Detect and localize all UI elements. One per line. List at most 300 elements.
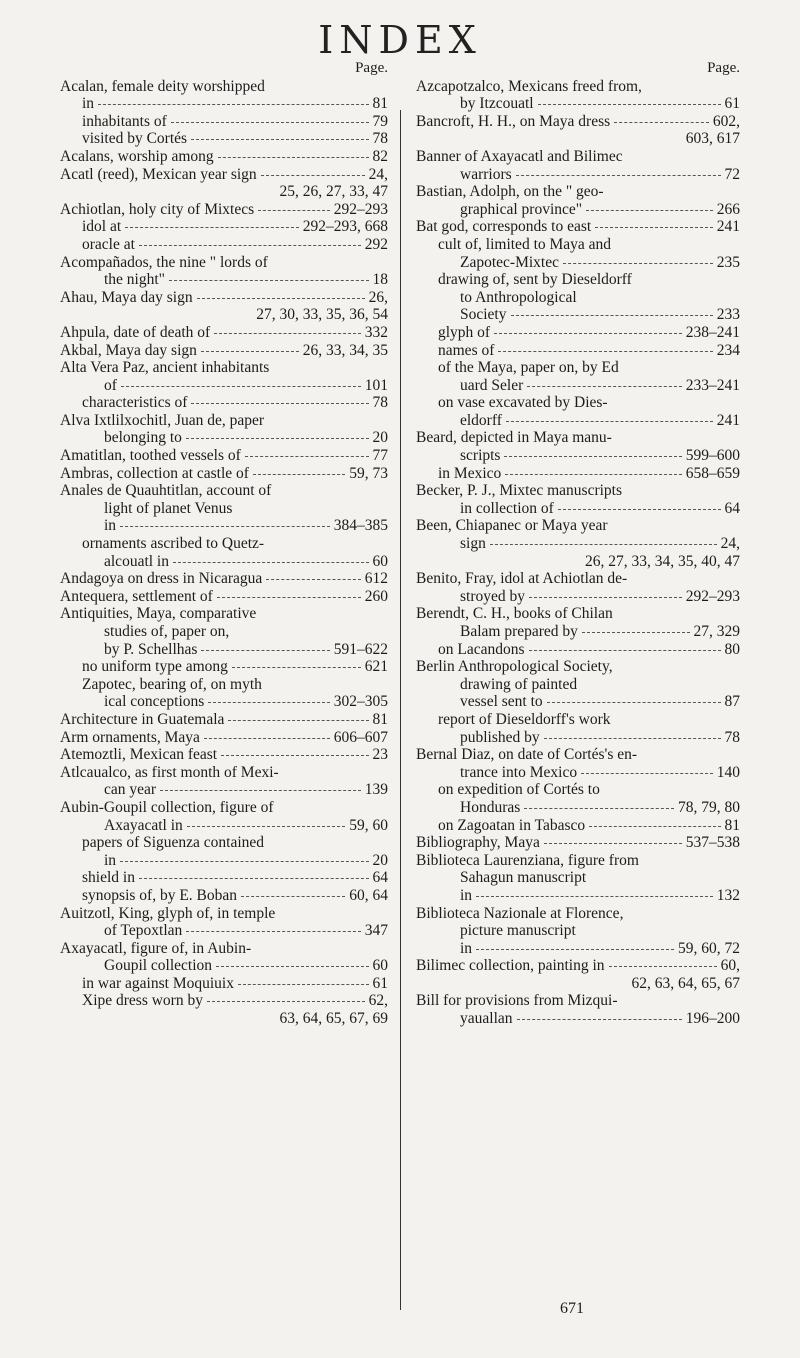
index-entry-continuation: 62, 63, 64, 65, 67: [631, 974, 740, 992]
entry-page-number: 332: [364, 323, 388, 341]
leader-dots: [505, 474, 681, 475]
leader-dots: [511, 315, 713, 316]
leader-dots: [216, 966, 368, 967]
entry-page-number: 59, 60: [349, 816, 388, 834]
entry-page-number: 612: [364, 570, 388, 588]
leader-dots: [204, 738, 330, 739]
entry-text: Bat god, corresponds to east: [416, 218, 592, 236]
index-entry: [60, 605, 388, 623]
index-entry: [60, 588, 388, 606]
index-entry: [416, 957, 740, 975]
entry-page-number: 302–305: [333, 693, 388, 711]
entry-page-number: 591–622: [333, 640, 388, 658]
page-column-heading: Page.: [355, 60, 388, 76]
index-entry: [60, 324, 388, 342]
leader-dots: [221, 755, 368, 756]
entry-page-number: 101: [364, 376, 388, 394]
entry-page-number: 24,: [368, 165, 388, 183]
entry-page-number: 292–293, 668: [302, 218, 388, 236]
index-entry: [416, 729, 740, 747]
entry-text: Amatitlan, toothed vessels of: [60, 447, 241, 465]
index-entry: [416, 342, 740, 360]
entry-text: on expedition of Cortés to: [438, 781, 600, 799]
entry-page-number: 292: [364, 235, 388, 253]
entry-text: characteristics of: [82, 394, 188, 412]
entry-text: ornaments ascribed to Quetz-: [82, 535, 265, 553]
entry-page-number: 26,: [368, 288, 388, 306]
index-entry: [416, 570, 740, 588]
entry-text: Alva Ixtlilxochitl, Juan de, paper: [60, 411, 265, 429]
entry-text: Aubin-Goupil collection, figure of: [60, 798, 274, 816]
entry-text: on vase excavated by Dies-: [438, 394, 608, 412]
leader-dots: [160, 790, 361, 791]
index-entry: [60, 905, 388, 923]
entry-page-number: 233–241: [685, 376, 740, 394]
index-entry: [416, 271, 740, 289]
entry-page-number: 24,: [720, 535, 740, 553]
leader-dots: [614, 122, 709, 123]
entry-text: Ambras, collection at castle of: [60, 464, 249, 482]
entry-text: Architecture in Guatemala: [60, 710, 225, 728]
index-entry: [60, 148, 388, 166]
index-entry: [416, 605, 740, 623]
entry-page-number: 384–385: [333, 517, 388, 535]
entry-page-number: 60: [372, 552, 388, 570]
page-number: 671: [560, 1300, 584, 1317]
entry-text: trance into Mexico: [460, 763, 578, 781]
leader-dots: [506, 421, 713, 422]
leader-dots: [214, 333, 361, 334]
entry-page-number: 62,: [368, 992, 388, 1010]
entry-text: Antiquities, Maya, comparative: [60, 605, 257, 623]
entry-text: Beard, depicted in Maya manu-: [416, 429, 612, 447]
index-entry: [416, 764, 740, 782]
entry-text: Banner of Axayacatl and Bilimec: [416, 147, 623, 165]
index-column-right: [416, 60, 740, 1028]
index-entry: [416, 394, 740, 412]
entry-page-number: 81: [724, 816, 740, 834]
leader-dots: [490, 544, 717, 545]
entry-page-number: 78: [724, 728, 740, 746]
index-entry: [416, 1010, 740, 1028]
index-entry: [416, 852, 740, 870]
leader-dots: [125, 227, 299, 228]
entry-text: Bilimec collection, painting in: [416, 957, 605, 975]
index-entry: [60, 130, 388, 148]
index-entry: [60, 535, 388, 553]
entry-page-number: 60: [372, 957, 388, 975]
entry-text: by P. Schellhas: [104, 640, 198, 658]
index-entry: [416, 817, 740, 835]
entry-text: graphical province": [460, 200, 583, 218]
index-entry: [416, 95, 740, 113]
entry-text: oracle at: [82, 235, 135, 253]
page-column-heading: Page.: [707, 60, 740, 76]
index-entry-continuation: 603, 617: [685, 130, 740, 148]
index-entry: [60, 570, 388, 588]
entry-page-number: 606–607: [333, 728, 388, 746]
entry-text: Bill for provisions from Mizqui-: [416, 992, 618, 1010]
leader-dots: [228, 720, 368, 721]
entry-text: eldorff: [460, 411, 502, 429]
leader-dots: [139, 245, 361, 246]
entry-text: can year: [104, 781, 157, 799]
entry-text: Ahau, Maya day sign: [60, 288, 193, 306]
entry-page-number: 347: [364, 922, 388, 940]
page-title: INDEX: [318, 18, 482, 62]
entry-text: Acalans, worship among: [60, 147, 214, 165]
entry-text: Goupil collection: [104, 957, 213, 975]
leader-dots: [589, 826, 720, 827]
index-entry: [416, 641, 740, 659]
entry-text: shield in: [82, 869, 135, 887]
leader-dots: [476, 896, 713, 897]
entry-text: Achiotlan, holy city of Mixtecs: [60, 200, 255, 218]
index-entry: [60, 429, 388, 447]
entry-page-number: 140: [716, 763, 740, 781]
leader-dots: [120, 526, 330, 527]
index-entry: [60, 992, 388, 1010]
leader-dots: [538, 104, 721, 105]
index-entry: [416, 588, 740, 606]
entry-page-number: 658–659: [685, 464, 740, 482]
entry-page-number: 234: [716, 341, 740, 359]
leader-dots: [494, 333, 682, 334]
leader-dots: [517, 1019, 682, 1020]
leader-dots: [187, 826, 345, 827]
entry-text: Zapotec, bearing of, on myth: [82, 675, 262, 693]
entry-page-number: 59, 73: [349, 464, 388, 482]
entry-page-number: 77: [372, 447, 388, 465]
entry-text: idol at: [82, 218, 122, 236]
entry-page-number: 78, 79, 80: [678, 798, 740, 816]
entry-text: Acatl (reed), Mexican year sign: [60, 165, 257, 183]
leader-dots: [529, 597, 682, 598]
entry-text: Axayacatl in: [104, 816, 183, 834]
entry-text: in: [104, 851, 117, 869]
index-entry: [416, 183, 740, 201]
entry-text: cult of, limited to Maya and: [438, 235, 612, 253]
entry-page-number: 621: [364, 658, 388, 676]
leader-dots: [563, 263, 713, 264]
entry-page-number: 18: [372, 271, 388, 289]
entry-page-number: 61: [724, 95, 740, 113]
index-entry: [60, 623, 388, 641]
leader-dots: [476, 949, 674, 950]
index-entry: [60, 746, 388, 764]
index-entry: [60, 922, 388, 940]
leader-dots: [547, 702, 721, 703]
entry-text: in: [82, 95, 95, 113]
entry-text: by Itzcouatl: [460, 95, 534, 113]
leader-dots: [139, 878, 369, 879]
entry-text: papers of Siguenza contained: [82, 834, 265, 852]
entry-text: inhabitants of: [82, 112, 167, 130]
entry-text: Ahpula, date of death of: [60, 323, 211, 341]
index-entry: [60, 887, 388, 905]
leader-dots: [191, 403, 368, 404]
leader-dots: [232, 667, 361, 668]
entry-text: in: [104, 517, 117, 535]
index-entry: [60, 113, 388, 131]
entry-page-number: 292–293: [333, 200, 388, 218]
index-entry: [416, 113, 740, 131]
entry-text: visited by Cortés: [82, 130, 188, 148]
index-entry-continuation: 63, 64, 65, 67, 69: [279, 1010, 388, 1028]
index-entry: [416, 535, 740, 553]
index-entry: [60, 852, 388, 870]
entry-text: Atemoztli, Mexican feast: [60, 746, 218, 764]
entry-text: Xipe dress worn by: [82, 992, 203, 1010]
index-entry: [60, 394, 388, 412]
index-entry: [60, 359, 388, 377]
index-entry: [416, 289, 740, 307]
index-entry: [60, 342, 388, 360]
entry-page-number: 20: [372, 851, 388, 869]
leader-dots: [266, 579, 360, 580]
index-entry: [60, 78, 388, 96]
entry-text: in Mexico: [438, 464, 502, 482]
entry-text: in collection of: [460, 499, 554, 517]
index-entry-continuation: 27, 30, 33, 35, 36, 54: [256, 306, 388, 324]
entry-text: to Anthropological: [460, 288, 577, 306]
entry-text: Zapotec-Mixtec: [460, 253, 559, 271]
index-entry: [416, 799, 740, 817]
index-entry: [60, 676, 388, 694]
entry-page-number: 79: [372, 112, 388, 130]
index-entry: [60, 781, 388, 799]
entry-page-number: 238–241: [685, 323, 740, 341]
entry-text: published by: [460, 728, 540, 746]
leader-dots: [586, 210, 713, 211]
entry-page-number: 64: [724, 499, 740, 517]
index-entry: [416, 482, 740, 500]
entry-text: Akbal, Maya day sign: [60, 341, 197, 359]
entry-page-number: 87: [724, 693, 740, 711]
entry-text: no uniform type among: [82, 658, 228, 676]
entry-page-number: 241: [716, 411, 740, 429]
leader-dots: [582, 632, 690, 633]
entry-page-number: 59, 60, 72: [678, 939, 740, 957]
entry-text: warriors: [460, 165, 512, 183]
index-entry: [416, 517, 740, 535]
entry-text: uard Seler: [460, 376, 524, 394]
index-entry-continuation: 25, 26, 27, 33, 47: [279, 183, 388, 201]
entry-page-number: 537–538: [685, 834, 740, 852]
index-entry: [416, 887, 740, 905]
index-entry: [416, 78, 740, 96]
leader-dots: [201, 351, 299, 352]
leader-dots: [208, 702, 329, 703]
entry-text: Acalan, female deity worshipped: [60, 77, 265, 95]
entry-text: of the Maya, paper on, by Ed: [438, 359, 619, 377]
entry-text: glyph of: [438, 323, 491, 341]
entry-page-number: 72: [724, 165, 740, 183]
entry-text: on Zagoatan in Tabasco: [438, 816, 586, 834]
leader-dots: [121, 386, 361, 387]
entry-text: Bernal Diaz, on date of Cortés's en-: [416, 746, 638, 764]
entry-text: Acompañados, the nine " lords of: [60, 253, 268, 271]
leader-dots: [261, 175, 365, 176]
index-entry: [60, 166, 388, 184]
index-entry: [60, 447, 388, 465]
index-entry: [416, 693, 740, 711]
index-entry: [60, 658, 388, 676]
index-entry: [60, 377, 388, 395]
entry-text: Balam prepared by: [460, 623, 578, 640]
leader-dots: [581, 773, 713, 774]
index-entry: [60, 817, 388, 835]
entry-page-number: 80: [724, 640, 740, 658]
entry-text: Andagoya on dress in Nicaragua: [60, 570, 263, 588]
entry-page-number: 23: [372, 746, 388, 764]
entry-text: sign: [460, 535, 486, 553]
leader-dots: [201, 650, 329, 651]
entry-text: synopsis of, by E. Boban: [82, 886, 237, 904]
index-column-left: [60, 60, 388, 1028]
entry-text: scripts: [460, 447, 501, 465]
leader-dots: [504, 456, 681, 457]
index-entry: [60, 95, 388, 113]
index-entry: [60, 500, 388, 518]
entry-text: ical conceptions: [104, 693, 205, 711]
index-entry: [60, 271, 388, 289]
entry-page-number: 60, 64: [349, 886, 388, 904]
entry-text: Biblioteca Laurenziana, figure from: [416, 851, 639, 869]
leader-dots: [245, 456, 369, 457]
entry-page-number: 78: [372, 394, 388, 412]
index-entry: [60, 711, 388, 729]
entry-text: Honduras: [460, 798, 521, 816]
entry-text: in war against Moquiuix: [82, 974, 234, 992]
entry-text: picture manuscript: [460, 922, 576, 940]
index-entry: [60, 764, 388, 782]
entry-text: Becker, P. J., Mixtec manuscripts: [416, 482, 623, 500]
index-entry: [416, 166, 740, 184]
leader-dots: [498, 351, 712, 352]
leader-dots: [217, 597, 361, 598]
entry-page-number: 82: [372, 147, 388, 165]
entry-text: Axayacatl, figure of, in Aubin-: [60, 939, 252, 957]
leader-dots: [241, 896, 345, 897]
leader-dots: [595, 227, 713, 228]
entry-text: Biblioteca Nazionale at Florence,: [416, 904, 624, 922]
leader-dots: [197, 298, 365, 299]
entry-page-number: 26, 33, 34, 35: [302, 341, 388, 359]
index-entry: [416, 992, 740, 1010]
index-entry: [60, 218, 388, 236]
leader-dots: [238, 984, 369, 985]
entry-page-number: 139: [364, 781, 388, 799]
index-entry: [60, 412, 388, 430]
entry-text: Anales de Quauhtitlan, account of: [60, 482, 272, 500]
index-entry: [416, 834, 740, 852]
leader-dots: [258, 210, 330, 211]
leader-dots: [218, 157, 369, 158]
index-entry: [416, 922, 740, 940]
leader-dots: [516, 175, 721, 176]
entry-page-number: 132: [716, 886, 740, 904]
entry-page-number: 20: [372, 429, 388, 447]
index-entry: [60, 693, 388, 711]
entry-text: vessel sent to: [460, 693, 543, 711]
index-entry: [416, 869, 740, 887]
entry-text: the night": [104, 271, 166, 289]
entry-text: names of: [438, 341, 495, 359]
entry-page-number: 61: [372, 974, 388, 992]
index-entry: [416, 306, 740, 324]
entry-text: Atlcaualco, as first month of Mexi-: [60, 763, 279, 781]
entry-text: Bastian, Adolph, on the " geo-: [416, 183, 604, 201]
leader-dots: [207, 1001, 365, 1002]
entry-page-number: 235: [716, 253, 740, 271]
leader-dots: [558, 509, 721, 510]
entry-page-number: 60,: [720, 957, 740, 975]
entry-text: Alta Vera Paz, ancient inhabitants: [60, 359, 270, 377]
column-divider: [400, 110, 401, 1310]
entry-page-number: 196–200: [685, 1010, 740, 1028]
entry-text: Bibliography, Maya: [416, 834, 540, 852]
index-entry: [416, 676, 740, 694]
entry-page-number: 599–600: [685, 447, 740, 465]
entry-text: Azcapotzalco, Mexicans freed from,: [416, 77, 642, 95]
entry-page-number: 233: [716, 306, 740, 324]
index-entry: [416, 465, 740, 483]
entry-text: in: [460, 886, 473, 904]
entry-text: Berendt, C. H., books of Chilan: [416, 605, 613, 623]
index-entry: [416, 746, 740, 764]
entry-text: Arm ornaments, Maya: [60, 728, 200, 746]
entry-text: Berlin Anthropological Society,: [416, 658, 613, 676]
leader-dots: [544, 843, 682, 844]
index-entry-continuation: 26, 27, 33, 34, 35, 40, 47: [585, 552, 740, 570]
index-entry: [416, 201, 740, 219]
entry-page-number: 602,: [712, 112, 740, 130]
entry-page-number: 64: [372, 869, 388, 887]
leader-dots: [169, 280, 368, 281]
leader-dots: [527, 386, 681, 387]
entry-page-number: 78: [372, 130, 388, 148]
index-entry: [60, 465, 388, 483]
index-entry: [416, 447, 740, 465]
index-entry: [416, 658, 740, 676]
entry-text: studies of, paper on,: [104, 623, 230, 640]
index-entry: [416, 236, 740, 254]
index-entry: [60, 975, 388, 993]
index-entry: [416, 500, 740, 518]
index-entry: [60, 553, 388, 571]
index-entry: [60, 957, 388, 975]
index-entry: [416, 429, 740, 447]
leader-dots: [191, 139, 368, 140]
leader-dots: [171, 122, 369, 123]
index-entry: [416, 412, 740, 430]
leader-dots: [98, 104, 368, 105]
entry-page-number: 81: [372, 95, 388, 113]
entry-page-number: 260: [364, 587, 388, 605]
entry-text: Antequera, settlement of: [60, 587, 213, 605]
index-entry: [60, 729, 388, 747]
index-entry: [416, 781, 740, 799]
index-entry: [60, 517, 388, 535]
leader-dots: [524, 808, 674, 809]
entry-text: stroyed by: [460, 587, 526, 605]
index-entry: [60, 869, 388, 887]
entry-text: belonging to: [104, 429, 182, 447]
index-entry: [60, 201, 388, 219]
leader-dots: [186, 438, 369, 439]
entry-text: Bancroft, H. H., on Maya dress: [416, 112, 611, 130]
